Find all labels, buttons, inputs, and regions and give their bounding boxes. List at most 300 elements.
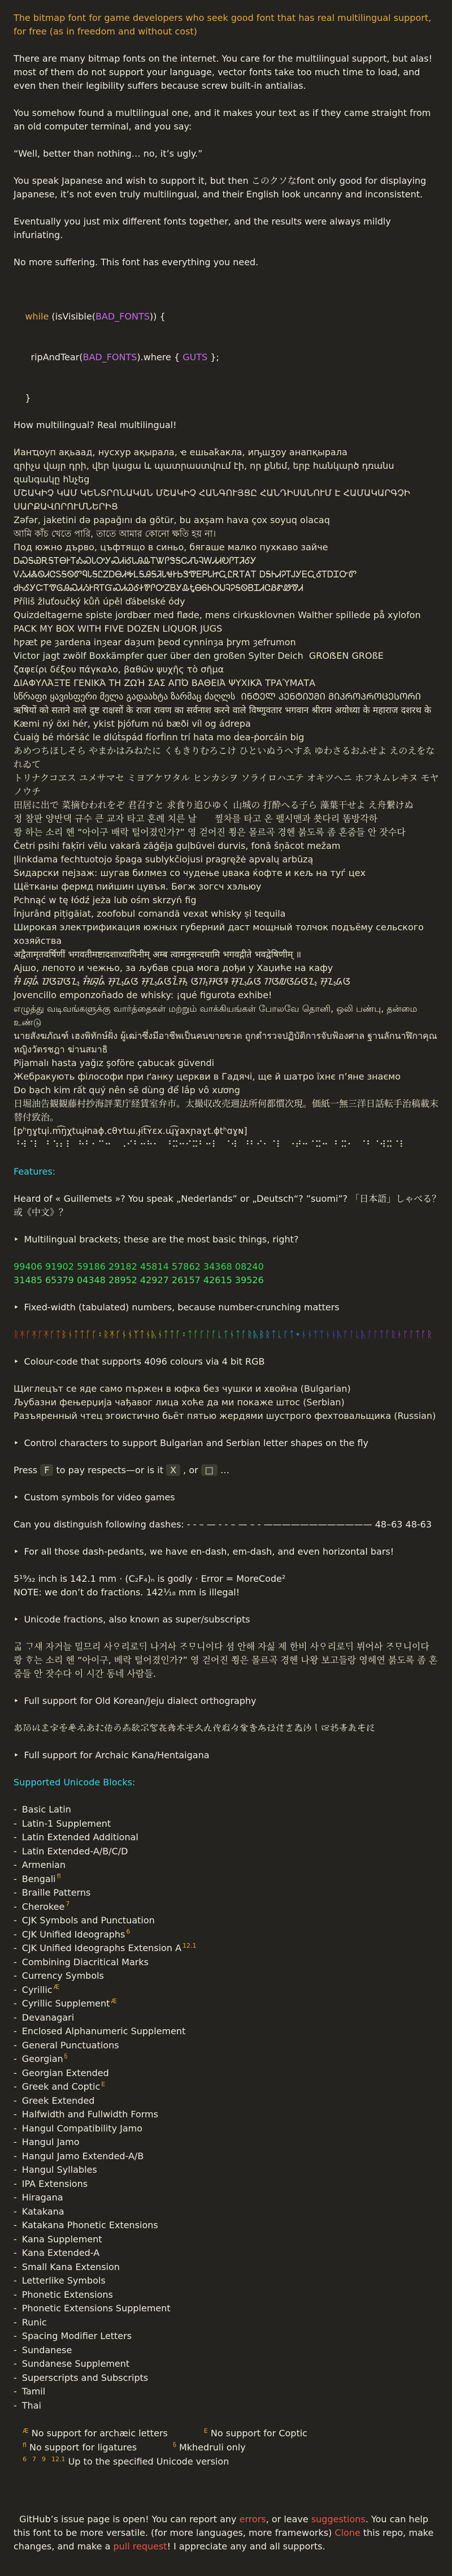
footnote-marker: fl — [23, 2441, 27, 2449]
footnote-marker: 7 — [32, 2455, 36, 2463]
pangram-line — [14, 690, 442, 704]
text-segment: , or leave — [266, 2514, 311, 2525]
unicode-block-label: Tamil — [21, 2386, 46, 2397]
unicode-block-item — [14, 2135, 442, 2150]
unicode-block-label: Bengali — [21, 1873, 56, 1884]
unicode-block-item — [14, 2288, 442, 2302]
code-text: )) { — [149, 311, 166, 322]
inline-link[interactable]: Clone — [334, 2527, 360, 2538]
pangram-text: Jovencillo emponzoñado de whisky: ¡qué figurota exhibe! — [14, 990, 272, 1000]
unicode-block-label: Letterlike Symbols — [21, 2275, 106, 2286]
dash-bullet-icon: - — [14, 2247, 17, 2258]
pangram-line — [14, 649, 442, 663]
pangram-line — [14, 595, 442, 609]
dash-bullet-icon: - — [14, 2122, 17, 2134]
keycap-icon: F — [40, 1464, 53, 1476]
code-block — [14, 283, 442, 405]
unicode-block-label: Hiragana — [21, 2192, 63, 2203]
dash-bullet-icon: - — [14, 2081, 17, 2092]
pangram-text: अद्वैतामृतवर्षिणीं भगवतीमष्टादशाध्यायिनीम् अम्ब त्वामनुसन्दधामि भगवद्गीते भवद्वेषिणीम् ॥ — [14, 949, 302, 960]
keycap-icon: X — [166, 1464, 180, 1476]
pangram-text: ΔΙΑΦΥΛΆΞΤΕ ΓΕΝΙΚΆ ΤΗ ΖΩΉ ΣΑΣ ΑΠΌ ΒΑΘΕΙΆ ΨΥΧΙΚΆ ΤΡΑΎΜΑΤΑ — [14, 678, 316, 688]
pangram-line — [14, 1084, 442, 1097]
pangram-text: Victor jagt zwölf Boxkämpfer quer über den großen Sylter Deich GROẞEN GROßE — [14, 650, 384, 661]
feature-bullet — [14, 1233, 442, 1246]
dash-bullet-icon: - — [14, 2220, 17, 2230]
unicode-block-label: Georgian Extended — [21, 2067, 109, 2078]
pangram-text: Quizdeltagerne spiste jordbær med fløde, mens cirkusklovnen Walther spillede på xylofon — [14, 610, 421, 620]
dash-bullet-icon: - — [14, 2372, 17, 2383]
unicode-block-item — [14, 2011, 442, 2025]
pangram-text: hƿæt ƿe ȝardena inȝear daȝum þeod cynninȝa þrym ȝefrumon — [14, 637, 296, 648]
unicode-block-label: Greek and Coptic — [21, 2081, 101, 2092]
cyrillic-variants — [14, 1382, 442, 1423]
pangram-text: Zəfər, jaketini də papağını da götür, bu axşam hava çox soyuq olacaq — [14, 515, 330, 525]
unicode-block-item — [14, 2052, 442, 2066]
pangram-text: Pijamalı hasta yağız şoföre çabucak güvendi — [14, 1058, 215, 1068]
dash-bullet-icon: - — [14, 2067, 17, 2078]
footnote-line — [21, 2454, 442, 2469]
inline-link[interactable]: suggestions — [311, 2514, 366, 2525]
old-korean-demo — [14, 1640, 442, 1681]
footnote-marker: ნ — [173, 2441, 176, 2449]
pangram-line — [14, 894, 442, 907]
pangram-line — [14, 731, 442, 744]
dash-bullet-icon: - — [14, 2206, 17, 2217]
unicode-block-item — [14, 2094, 442, 2108]
unicode-block-label: Sundanese — [21, 2344, 72, 2355]
pangram-text: আমি কাঁচ খেতে পারি, তাতে আমার কোনো ক্ষতি হয় না। — [14, 528, 216, 539]
unicode-block-label: Armenian — [21, 1859, 66, 1870]
pangram-text: Щётканы фермд пийшин цувъя. Бөгж зогсч хэльюу — [14, 881, 262, 892]
pangram-line — [14, 812, 442, 826]
feature-bullet — [14, 1545, 442, 1559]
unicode-block-label: Georgian — [21, 2053, 63, 2064]
pangram-line — [14, 446, 442, 459]
pangram-line — [14, 880, 442, 894]
unicode-block-item — [14, 2399, 442, 2413]
pangram-text: Ианҵоуп ақьаад, нусхур ақырала, ҽ ешьаҟакла, иҧшӡоу анапқырала — [14, 447, 347, 458]
unicode-block-label: General Punctuations — [21, 2039, 119, 2051]
feature-bullet-text: Fixed-width (tabulated) numbers, because number-crunching matters — [24, 1302, 340, 1313]
feature-bullet-text: Full support for Archaic Kana/Hentaigana — [24, 1750, 210, 1761]
pangram-text: ՄՇԱԿԻՉ ԿԱՄ ԿԵՆՏՐՈՆԱԿԱՆ ՄՇԱԿԻՉ ՀԱՆԳՈՒՅՑԸ ՀԱՆԴԻՍԱՆՈՒՄ Է ՀԱՄԱԿԱՐԳՉԻ ՍԱՐՔԱՎՈՐՈՒՄՆԵՐԻՑ — [14, 487, 414, 512]
unicode-block-item — [14, 2246, 442, 2260]
dash-bullet-icon: - — [14, 2331, 17, 2341]
dash-bullet-icon: - — [14, 1928, 17, 1940]
pangram-text: 日堀油告観観藤村抄海評業庁経賃室弁市。太撮収改売週法所何都慣次現。価紙一無三洋日話転手治稿載末替付致治。 — [14, 1098, 439, 1123]
unicode-block-label: Latin-1 Supplement — [21, 1818, 111, 1829]
dash-bullet-icon: - — [14, 2400, 17, 2411]
cyrillic-line: Щиглецът се яде само пържен в юфка без чушки и хвойна (Bulgarian) — [14, 1383, 351, 1394]
dash-bullet-icon: - — [14, 2150, 17, 2161]
pangram-line — [14, 948, 442, 961]
unicode-block-label: Devanagari — [21, 2012, 75, 2023]
unicode-block-item — [14, 1969, 442, 1983]
code-text: ripAndTear( — [25, 352, 83, 363]
pangram-line — [14, 527, 442, 541]
text-segment: No support for archæic letters — [28, 2428, 168, 2439]
unicode-blocks-heading: Supported Unicode Blocks: — [14, 1777, 136, 1788]
dash-bullet-icon: - — [14, 2233, 17, 2245]
bullet-triangle-icon: ‣ — [14, 1750, 19, 1761]
hentaigana-line: 𛀂𛀄𛀆𛀈𛀊𛀍𛀏𛀑𛀓𛀕𛀗𛀙𛀛𛀝𛀟𛀡𛀣𛀥𛀧𛀩𛀫𛀭𛀯𛀱𛀳𛀵𛀷𛀹𛀻𛀽𛀿𛁁𛁃𛁅𛁇𛁉𛁋𛁍𛁏𛁑 — [14, 1723, 376, 1733]
pangram-text: Kæmi ný öxi hér, ykist þjófum nú bæði víl og ádrepa — [14, 718, 251, 729]
pangram-text: სწრაფი ყავისფერი მელა გადაახტა ზარმაც ძაღლს ᲘᲜᲢᲔᲚ ᲞᲔᲜᲢᲘᲣᲛᲘ ᲛᲘᲙᲠᲝᲞᲠᲝᲪᲔᲡᲝᲠᲘ — [14, 691, 421, 702]
dash-bullet-icon: - — [14, 1832, 17, 1843]
feature-bullet-text: Full support for Old Korean/Jeju dialect orthography — [24, 1695, 257, 1706]
feature-bullet-text: Multilingual brackets; these are the most basic things, right? — [24, 1234, 299, 1245]
unicode-block-item — [14, 2108, 442, 2122]
pangram-line — [14, 1070, 442, 1084]
dash-bullet-icon: - — [14, 1943, 17, 1953]
unicode-block-item — [14, 1914, 442, 1928]
unicode-block-label: Combining Diacritical Marks — [21, 1956, 149, 1967]
feature-bullet — [14, 1436, 442, 1450]
code-text: (isVisible( — [49, 311, 95, 322]
unicode-block-label: Hangul Syllables — [21, 2164, 97, 2175]
dash-bullet-icon: - — [14, 2289, 17, 2300]
unicode-block-label: Superscripts and Subscripts — [21, 2372, 149, 2383]
dash-bullet-icon: - — [14, 1970, 17, 1981]
pangram-text: Pchnąć w tę łódź jeża lub ośm skrzyń fig — [14, 895, 197, 905]
pangram-text: 정 참판 양반댁 규수 큰 교자 타고 혼례 치른 날 찦차를 타고 온 펠시맨과 쑛다리 똠방각하 — [14, 813, 378, 824]
pangram-line — [14, 459, 442, 486]
code-line — [14, 323, 442, 364]
unicode-block-label: Phonetic Extensions Supplement — [21, 2303, 171, 2314]
pangram-text: ⠘⠺⠈⠇ ⠃⠱⠆⠇ ⠓⠃⠂⠉⠒ ⠠⠊⠃⠒⠓⠂ ⠘⠭⠒⠊⠭⠃⠒⠇ ⠈⠺ ⠘⠃⠊⠂⠈⠇ ⠐⠞⠒⠈⠭⠒ ⠃⠭⠂ ⠈⠃⠈⠺⠭⠈⠇ — [14, 1139, 406, 1150]
unicode-block-label: Kana Extended-A — [21, 2247, 100, 2258]
pangram-text: Do bạch kim rất quý nên sẽ dùng để lắp vô xương — [14, 1085, 240, 1095]
text-segment: to pay respects—or is it — [53, 1465, 167, 1475]
dash-bullet-icon: - — [14, 1901, 17, 1912]
pangram-text: Жебракують філософи при ґанку церкви в Гадячі, ще й шатро їхнє п’яне знаємо — [14, 1071, 401, 1082]
pangram-text: นายสังฆภัณฑ์ เฮงพิทักษ์ฝั่ง ผู้เฒ่าซึ่งมีอาชีพเป็นคนขายขวด ถูกตำรวจปฏิบัติการจับฟ้องศาล ฐานลักนาฬิกาคุณหญิงวัตรชฎา ฆ่านสมาธิ — [14, 1030, 437, 1055]
pangram-text: ᮞᮤ ᮘᮥᮓᮤ ᮕᮃᮙᮃᮔ᮪ ᮞᮤᮘᮥᮓᮤ ᮞᮥᮔ᮪ᮓᮃ ᮞᮥᮔ᮪ᮓᮃᮔᮨᮞ᮪ ᮃᮊ᮪ᮞᮃᮛ ᮞᮥᮔ᮪ᮓᮃ ᮊᮃᮜᮃᮝᮃᮔ᮪ ᮞᮥᮔ᮪ᮓᮃ — [14, 976, 351, 987]
pangram-text: ᎠᏍᎦᏯᎡᎦᎢᎾᎨᎢᎣᏍᏓᎤᎩᏍᏗᎥᎴᏓᎯᎲᎢᏔᎵᏕᎦᏟᏗᏖᎸᎳᏗᏗᎧᎵᎢᏘᎴᎩ ᏙᏱᏗᏜᏫᏗᏣᏚᎦᏫᏛᏄᏓᎦᏝᏃᎠᎾᏗᎭᏞᎦᎯᎦᏘᏓᏠᎨᏏᏕᏡᎬᏢᏓᏥᏩᏝᎡᎢᎪᎢ ᎠᎦᏂᏗᎮᎢᎫᎩᎬᏩᎴᎢᎠᏆᏅᏛ ᏧᏂᎴᎩᏨᎢᏡᎶᎯᏍᏗᏱᎨᏒᎢᏳᏍᏗᏊᎴᏐᏈᎵᎤᏃᏴᎩᎲᎿᎾᏮᏂᎺᎫᎸᎮᎦᏫᏴᏆᏗᏣᏰᏑᏪᏡᏗ — [14, 555, 360, 593]
unicode-block-label: CJK Symbols and Punctuation — [21, 1915, 155, 1926]
fractions-line: NOTE: we don’t do fractions. 142¹⁄₁₈ mm is illegal! — [14, 1587, 240, 1598]
pangram-text: 田居に出で 菜摘むわれをぞ 君召すと 求食り追ひゆく 山城の 打酔へる子ら 藻葉干せよ え舟繋けぬ — [14, 800, 414, 810]
unicode-block-item — [14, 2329, 442, 2344]
dash-bullet-icon: - — [14, 2164, 17, 2175]
unicode-block-item — [14, 1983, 442, 1997]
unicode-block-item — [14, 2371, 442, 2385]
dash-bullet-icon: - — [14, 2275, 17, 2286]
text-segment: No support for Coptic — [207, 2428, 307, 2439]
footnote-marker: 6 — [23, 2455, 27, 2463]
feature-bullet-text: Unicode fractions, also known as super/subscripts — [24, 1614, 250, 1625]
unicode-block-label: Phonetic Extensions — [21, 2289, 113, 2300]
text-segment: this repo, make changes, and make a — [14, 2527, 437, 2552]
intro-paragraph: No more suffering. This font has everything you need. — [14, 257, 259, 267]
feature-bullet — [14, 1694, 442, 1708]
unicode-block-label: Hangul Compatibility Jamo — [21, 2122, 143, 2134]
cyrillic-line: Разъяренный чтец эгоистично бьёт пятью жердями шустрого фехтовальщика (Russian) — [14, 1410, 436, 1421]
pangram-line — [14, 826, 442, 839]
pangram-line — [14, 771, 442, 799]
unicode-block-label: Enclosed Alphanumeric Supplement — [21, 2026, 186, 2036]
code-text: } — [25, 392, 31, 403]
intro-paragraph: Eventually you just mix different fonts together, and the results were always mildly infuriating. — [14, 216, 391, 240]
intro-paragraph: You somehow found a multilingual one, and it makes your text as if they came straight from an old computer terminal, and you say: — [14, 107, 431, 132]
pangram-line — [14, 609, 442, 622]
unicode-block-item — [14, 1900, 442, 1914]
unicode-block-item — [14, 2260, 442, 2275]
unicode-block-label: Braille Patterns — [21, 1887, 91, 1898]
unicode-block-label: IPA Extensions — [21, 2178, 88, 2189]
unicode-block-label: Basic Latin — [21, 1804, 71, 1815]
dash-bullet-icon: - — [14, 2344, 17, 2355]
pangram-text: Ѕидарски пејзаж: шугав билмез со чудење џвака ќофте и кељ на туѓ цех — [14, 868, 366, 878]
footnote-marker: 6 — [126, 1928, 131, 1936]
unicode-block-item — [14, 2302, 442, 2316]
dash-bullet-icon: - — [14, 1873, 17, 1884]
dash-bullet-icon: - — [14, 2012, 17, 2023]
dash-bullet-icon: - — [14, 2053, 17, 2064]
pangram-line — [14, 921, 442, 948]
intro-paragraph: You speak Japanese and wish to support it, but then このクソなfont only good for displaying Japanese, it’s not even truly multilingual, and their English look uncanny and inconsistent. — [14, 175, 427, 200]
intro-paragraph: There are many bitmap fonts on the internet. You care for the multilingual support, but alas! most of them do not support your language, vector fonts take too much time to load, and even then their legibility suffers because screw built-in antialias. — [14, 53, 432, 91]
bullet-triangle-icon: ‣ — [14, 1546, 19, 1557]
pangram-text: トリナクコヱス ユメサマセ ミヨアケワタル ヒンカシヲ ソライロハエテ オキツヘニ ホフネムレヰヌ モヤノウチ — [14, 773, 439, 797]
unicode-block-label: Kana Supplement — [21, 2233, 102, 2245]
pangram-line — [14, 704, 442, 717]
font-readme-page — [14, 11, 442, 2553]
text-segment: No support for ligatures — [26, 2442, 137, 2453]
unicode-block-item — [14, 1956, 442, 1970]
pangram-line — [14, 663, 442, 676]
pangram-text: Широкая электрификация южных губерний даст мощный толчок подъёму сельского хозяйства — [14, 922, 427, 946]
dash-bullet-icon: - — [14, 1845, 17, 1857]
pangram-line — [14, 486, 442, 514]
bullet-triangle-icon: ‣ — [14, 1302, 19, 1313]
text-segment: Press — [14, 1465, 41, 1475]
dash-bullet-icon: - — [14, 2026, 17, 2036]
page-title: The bitmap font for game developers who seek good font that has real multilingual support, for free (as in freedom and without cost) — [14, 12, 432, 37]
contribute-paragraph — [14, 2486, 442, 2553]
footnote-marker: E — [101, 2080, 106, 2088]
pangram-line — [14, 554, 442, 595]
bullet-triangle-icon: ‣ — [14, 1438, 19, 1448]
dash-bullet-icon: - — [14, 2137, 17, 2147]
footnote-line — [21, 2426, 442, 2440]
pangram-line — [14, 1138, 442, 1151]
unicode-block-item — [14, 2233, 442, 2247]
unicode-block-label: Sundanese Supplement — [21, 2358, 130, 2369]
unicode-block-label: CJK Unified Ideographs Extension A — [21, 1943, 182, 1953]
unicode-block-item — [14, 2344, 442, 2358]
features-heading: Features: — [14, 1166, 56, 1177]
pangram-line — [14, 1124, 442, 1138]
pangram-text: Įlinkdama fechtuotojo špaga sublykčiojusi pragręžė apvalų arbūzą — [14, 854, 314, 865]
bullet-triangle-icon: ‣ — [14, 1234, 19, 1245]
unicode-block-item — [14, 2066, 442, 2081]
dashes-line: Can you distinguish following dashes: - - – — - - – — – - ———————————— 48–63 48-63 — [14, 1519, 432, 1530]
unicode-block-item — [14, 2080, 442, 2094]
unicode-block-item — [14, 2177, 442, 2191]
dash-bullet-icon: - — [14, 2109, 17, 2120]
unicode-block-label: Currency Symbols — [21, 1970, 104, 1981]
pangram-line — [14, 636, 442, 649]
pangram-text: [pʰŋɣtɥi.m͡ŋχtɰɨnaɸ.cθʏtɯ.ɟit͡ʏɛx.ɰ͡ɣaxɲaɣt.ɸtʰɑɣɴ] — [14, 1125, 247, 1136]
code-line — [14, 364, 442, 405]
pangram-line — [14, 866, 442, 880]
dash-bullet-icon: - — [14, 2039, 17, 2051]
bullet-triangle-icon: ‣ — [14, 1356, 19, 1367]
unicode-block-label: CJK Unified Ideographs — [21, 1928, 125, 1940]
unicode-block-item — [14, 2191, 442, 2205]
dash-bullet-icon: - — [14, 2095, 17, 2106]
pangram-text: Ајшо, лепото и чежњо, за љубав срца мога дођи у Хаџиће на кафу — [14, 963, 333, 973]
pangram-line — [14, 975, 442, 989]
code-text: }; — [207, 352, 219, 363]
code-line — [14, 283, 442, 323]
pangram-text: գրիչս վայր դրի, վեր կացա և պատրաստվում էի, որ քնեմ, երբ հանկարծ դռանս զանգակը հնչեց — [14, 460, 397, 485]
pangram-line — [14, 1097, 442, 1124]
dash-bullet-icon: - — [14, 1984, 17, 1995]
footnote-marker: 12.1 — [51, 2455, 66, 2463]
unicode-block-label: Katakana — [21, 2206, 64, 2217]
unicode-block-item — [14, 1817, 442, 1831]
text-segment: Mkhedruli only — [176, 2442, 246, 2453]
pangram-line — [14, 799, 442, 812]
dash-bullet-icon: - — [14, 2316, 17, 2328]
numbers-line: 99406 91902 59186 29182 45814 57862 34368 08240 — [14, 1261, 264, 1272]
feature-bullet-text: Colour-code that supports 4096 colours via 4 bit RGB — [24, 1356, 265, 1367]
code-text: ).where { — [137, 352, 183, 363]
pangram-line — [14, 676, 442, 690]
pangram-line — [14, 989, 442, 1002]
intro-quote: “Well, better than nothing… no, it’s ugly.” — [14, 148, 203, 159]
pangram-line — [14, 961, 442, 975]
feature-bullet-text: For all those dash-pedants, we have en-dash, em-dash, and even horizontal bars! — [24, 1546, 394, 1557]
footnote-marker: ნ — [64, 2052, 68, 2060]
code-text: while — [25, 311, 49, 322]
pangram-line — [14, 622, 442, 636]
dash-bullet-icon: - — [14, 2358, 17, 2369]
unicode-block-item — [14, 1858, 442, 1872]
pangram-line — [14, 514, 442, 527]
unicode-block-item — [14, 1803, 442, 1817]
text-segment: Up to the specified Unicode version — [65, 2456, 229, 2467]
unicode-block-item — [14, 1886, 442, 1900]
pangram-line — [14, 541, 442, 554]
feature-bullet — [14, 1491, 442, 1504]
feature-bullet — [14, 1355, 442, 1369]
dash-bullet-icon: - — [14, 1887, 17, 1898]
unicode-block-label: Latin Extended Additional — [21, 1832, 138, 1843]
unicode-block-item — [14, 2219, 442, 2233]
dash-bullet-icon: - — [14, 2386, 17, 2397]
pangram-line — [14, 717, 442, 731]
inline-link[interactable]: pull request — [113, 2541, 167, 2552]
footnote-marker: 12.1 — [182, 1941, 197, 1949]
unicode-block-item — [14, 1928, 442, 1942]
dash-bullet-icon: - — [14, 1915, 17, 1926]
old-korean-line: ᄀᆞᆲ ᄀᆞ섀 자거늘 밀므리 사ᄋᆞ리로ᄃᆡ 나거ᅀᅡ ᄌᆞᄆᆞ니이다 셤 안해 자싫 제 한비 사ᄋᆞ리로ᄃᆡ 뷔어ᅀᅡ ᄌᆞᄆᆞ니이다 — [14, 1641, 429, 1652]
unicode-block-item — [14, 2274, 442, 2288]
feature-bullet — [14, 1613, 442, 1626]
keycap-icon: □ — [201, 1464, 218, 1476]
dash-bullet-icon: - — [14, 2261, 17, 2272]
text-segment: . You can help this font to be more versatile. (for more languages, more frameworks) — [14, 2514, 432, 2538]
pangram-text: Înjurând pițigăiat, zoofobul comandă vexat whisky și tequila — [14, 908, 286, 919]
text-segment: , or — [180, 1465, 201, 1475]
press-f-line — [14, 1464, 442, 1477]
tabular-numbers — [14, 1260, 442, 1287]
unicode-block-label: Cherokee — [21, 1901, 65, 1912]
rainbow-runes-line: ᚱᛡᚴᛡᚴᛡᚴᛏᛒᚾᛏᛏᚪᚴ᛬ᚱᛡᚴᚾᚾᛉᛏᚾᚣᚾᛏᛏᚪ᛬ᛏᚪᚴᛚᚪᚳᛏᚾᛏᚪᚱᚣᛒᚱᛏᚳᚴᛏ᛭ᚾᚾᛉᛏᚾᚾᚣᚪᛚᚳᚣᛚᛚᛏᚪᚱᚭᚴᛚᛏᚪᚱ — [14, 1328, 442, 1341]
fractions-demo — [14, 1572, 442, 1599]
dash-bullet-icon: - — [14, 2192, 17, 2203]
unicode-block-item — [14, 1872, 442, 1887]
unicode-block-item — [14, 2150, 442, 2164]
feature-bullet — [14, 1301, 442, 1314]
unicode-block-label: Runic — [21, 2316, 47, 2328]
pangram-list — [14, 446, 442, 1151]
pangram-line — [14, 1002, 442, 1029]
footnote-marker: fl — [56, 1872, 61, 1880]
unicode-block-item — [14, 2163, 442, 2177]
footnote-legend — [14, 2426, 442, 2469]
bullet-triangle-icon: ‣ — [14, 1492, 19, 1503]
dash-bullet-icon: - — [14, 1859, 17, 1870]
unicode-block-item — [14, 1845, 442, 1859]
dash-bullet-icon: - — [14, 1956, 17, 1967]
unicode-block-label: Thai — [21, 2400, 41, 2411]
pangram-line — [14, 853, 442, 866]
inline-link[interactable]: errors — [239, 2514, 266, 2525]
unicode-block-label: Katakana Phonetic Extensions — [21, 2220, 158, 2230]
dash-bullet-icon: - — [14, 1804, 17, 1815]
code-text: BAD_FONTS — [82, 352, 137, 363]
bullet-triangle-icon: ‣ — [14, 1695, 19, 1706]
pangram-text: 쾅 하는 소리 헨 “아이구 배락 털어졌인가?” 영 걷어진 쬥은 몰르곡 경헨 붉도록 좀 혼줌들 안 잣수다 — [14, 827, 406, 838]
unicode-block-item — [14, 1941, 442, 1956]
pangram-text: あめつちほしそら やまかはみねたに くもきりむろこけ ひといぬうへすゑ ゆわさるおふせよ えのえをなれゐて — [14, 745, 435, 770]
text-segment: ! I appreciate any and all supports. — [167, 2541, 325, 2552]
unicode-block-item — [14, 2357, 442, 2371]
unicode-block-item — [14, 2316, 442, 2330]
unicode-block-item — [14, 1831, 442, 1845]
footnote-marker: Æ — [111, 1997, 118, 2005]
dash-bullet-icon: - — [14, 1818, 17, 1829]
pangram-text: Příliš žluťoučký kůň úpěl ďábelské ódy — [14, 596, 185, 607]
pangram-text: ऋषियों को सताने वाले दुष्ट राक्षसों के राजा रावण का सर्वनाश करने वाले विष्णुवतार भगवान श्रीराम अयोध्या के महाराज दशरथ के — [14, 705, 432, 715]
footnote-marker: Æ — [23, 2427, 29, 2435]
pangram-line — [14, 1056, 442, 1070]
unicode-blocks-list — [14, 1803, 442, 2413]
unicode-block-item — [14, 2039, 442, 2053]
footnote-marker: Æ — [53, 1983, 60, 1991]
code-text: BAD_FONTS — [95, 311, 150, 322]
intro-paragraph: How multilingual? Real multilingual! — [14, 420, 177, 430]
footnote-marker: 9 — [42, 2455, 46, 2463]
pangram-line — [14, 839, 442, 853]
unicode-block-label: Spacing Modifier Letters — [21, 2331, 132, 2341]
fractions-line: 5¹⁹⁄₃₂ inch is 142.1 mm · (C₂F₄)ₙ is godly · Error = MoreCode² — [14, 1573, 286, 1584]
footnote-line — [21, 2440, 442, 2454]
pangram-text: எழுத்து வடிவங்களுக்கு வார்த்தைகள் மற்றும் வாக்கியங்கள் போலவே தொனி, ஒலி பண்பு, தன்மை உண்டு — [14, 1003, 420, 1028]
feature-bullet-text: Control characters to support Bulgarian and Serbian letter shapes on the fly — [24, 1438, 368, 1448]
unicode-block-item — [14, 2025, 442, 2039]
footnote-marker: E — [203, 2427, 208, 2435]
unicode-block-item — [14, 2385, 442, 2399]
pangram-text: Ċuaiġ bé ṁórṡáċ le dlúṫspád fíorḟinn trí hata mo ḋea-ṗorcáin big — [14, 732, 305, 743]
unicode-block-label: Cyrillic — [21, 1984, 53, 1995]
unicode-block-label: Hangul Jamo — [21, 2137, 80, 2147]
